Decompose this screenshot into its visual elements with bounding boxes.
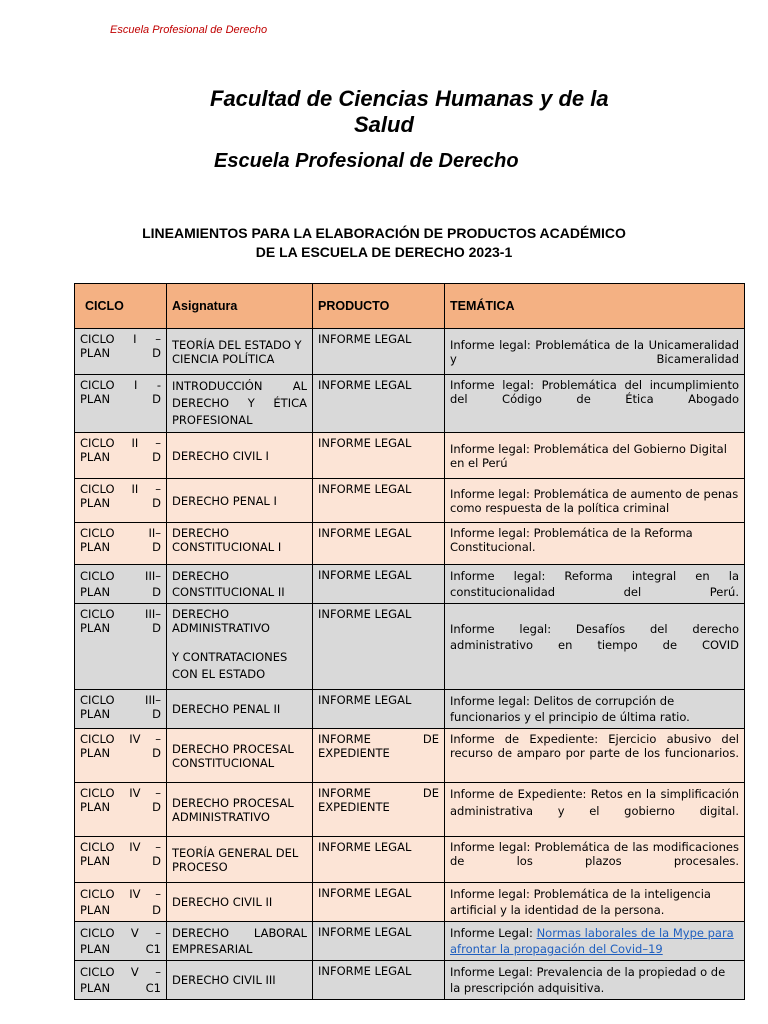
cell-ciclo: CICLO IV – PLAN D bbox=[75, 783, 167, 837]
school-title: Escuela Profesional de Derecho bbox=[214, 150, 519, 172]
cell-asignatura bbox=[167, 604, 313, 690]
table-row bbox=[75, 883, 745, 922]
cell-ciclo: CICLO III– PLAN D bbox=[75, 690, 167, 729]
document-subtitle bbox=[100, 224, 668, 262]
cell-producto: INFORME LEGAL bbox=[313, 883, 445, 922]
header-tematica: TEMÁTICA bbox=[445, 284, 745, 329]
cell-producto: INFORME LEGAL bbox=[313, 329, 445, 375]
cell-tematica bbox=[445, 922, 745, 961]
cell-tematica: Informe Legal: Prevalencia de la propiedad o de la prescripción adquisitiva. bbox=[445, 961, 745, 1000]
cell-tematica: Informe legal: Problemática del incumplimiento del Código de Ética Abogado bbox=[445, 375, 745, 433]
subtitle-line1: LINEAMIENTOS PARA LA ELABORACIÓN DE PRODUCTOS ACADÉMICO bbox=[142, 225, 626, 241]
table-row bbox=[75, 329, 745, 375]
cell-ciclo: CICLO I - PLAN D bbox=[75, 375, 167, 433]
cell-producto: INFORME LEGAL bbox=[313, 837, 445, 883]
cell-ciclo: CICLO V – PLAN C1 bbox=[75, 922, 167, 961]
table-header-row bbox=[75, 284, 745, 329]
cell-ciclo: CICLO IV – PLAN D bbox=[75, 729, 167, 783]
products-table bbox=[74, 283, 745, 1000]
cell-ciclo: CICLO III– PLAN D bbox=[75, 565, 167, 604]
cell-asignatura: DERECHO CONSTITUCIONAL I bbox=[167, 523, 313, 565]
cell-asignatura: DERECHO PENAL I bbox=[167, 479, 313, 523]
cell-producto: INFORME LEGAL bbox=[313, 523, 445, 565]
cell-producto: INFORME DE EXPEDIENTE bbox=[313, 729, 445, 783]
cell-producto: INFORME LEGAL bbox=[313, 433, 445, 479]
cell-asignatura: DERECHO CIVIL II bbox=[167, 883, 313, 922]
cell-asignatura-line2: Y CONTRATACIONES CON EL ESTADO bbox=[172, 650, 288, 681]
cell-tematica: Informe de Expediente: Retos en la simplificación administrativa y el gobierno digital. bbox=[445, 783, 745, 837]
cell-tematica: Informe legal: Problemática de las modificaciones de los plazos procesales. bbox=[445, 837, 745, 883]
cell-producto: INFORME LEGAL bbox=[313, 604, 445, 690]
cell-ciclo: CICLO II – PLAN D bbox=[75, 479, 167, 523]
cell-asignatura: TEORÍA DEL ESTADO Y CIENCIA POLÍTICA bbox=[167, 329, 313, 375]
cell-ciclo: CICLO IV – PLAN D bbox=[75, 837, 167, 883]
cell-asignatura: TEORÍA GENERAL DEL PROCESO bbox=[167, 837, 313, 883]
header-ciclo: CICLO bbox=[75, 284, 167, 329]
cell-tematica: Informe legal: Problemática de la inteligencia artificial y la identidad de la persona. bbox=[445, 883, 745, 922]
cell-producto: INFORME LEGAL bbox=[313, 922, 445, 961]
cell-asignatura: DERECHO CONSTITUCIONAL II bbox=[167, 565, 313, 604]
cell-asignatura: DERECHO CIVIL III bbox=[167, 961, 313, 1000]
table-row bbox=[75, 433, 745, 479]
cell-asignatura: DERECHO CIVIL I bbox=[167, 433, 313, 479]
table-row bbox=[75, 690, 745, 729]
header-producto: PRODUCTO bbox=[313, 284, 445, 329]
cell-tematica: Informe legal: Desafíos del derecho administrativo en tiempo de COVID bbox=[445, 604, 745, 690]
cell-producto: INFORME LEGAL bbox=[313, 479, 445, 523]
cell-asignatura: INTRODUCCIÓN AL DERECHO Y ÉTICA PROFESIONAL bbox=[167, 375, 313, 433]
cell-ciclo: CICLO IV – PLAN D bbox=[75, 883, 167, 922]
faculty-title-line2: Salud bbox=[354, 112, 414, 137]
cell-tematica: Informe legal: Problemática del Gobierno Digital en el Perú bbox=[445, 433, 745, 479]
cell-ciclo: CICLO II– PLAN D bbox=[75, 523, 167, 565]
header-asignatura: Asignatura bbox=[167, 284, 313, 329]
cell-producto: INFORME LEGAL bbox=[313, 961, 445, 1000]
table-row bbox=[75, 604, 745, 690]
cell-asignatura: DERECHO PROCESAL ADMINISTRATIVO bbox=[167, 783, 313, 837]
cell-tematica: Informe de Expediente: Ejercicio abusivo del recurso de amparo por parte de los funcionarios. bbox=[445, 729, 745, 783]
cell-tematica: Informe legal: Problemática de la Unicameralidad y Bicameralidad bbox=[445, 329, 745, 375]
header-note: Escuela Profesional de Derecho bbox=[110, 24, 268, 36]
subtitle-line2: DE LA ESCUELA DE DERECHO 2023-1 bbox=[255, 244, 513, 260]
table-row bbox=[75, 922, 745, 961]
cell-asignatura-line1: DERECHO ADMINISTRATIVO bbox=[172, 607, 270, 635]
cell-tematica: Informe legal: Problemática de la Reforma Constitucional. bbox=[445, 523, 745, 565]
table-row bbox=[75, 565, 745, 604]
cell-tematica: Informe legal: Reforma integral en la constitucionalidad del Perú. bbox=[445, 565, 745, 604]
table-row bbox=[75, 375, 745, 433]
cell-producto: INFORME LEGAL bbox=[313, 375, 445, 433]
table-row bbox=[75, 837, 745, 883]
cell-producto: INFORME LEGAL bbox=[313, 565, 445, 604]
tematica-link[interactable]: Normas laborales de la Mype para afrontar la propagación del Covid–19 bbox=[450, 926, 734, 956]
table-row bbox=[75, 523, 745, 565]
cell-ciclo: CICLO V – PLAN C1 bbox=[75, 961, 167, 1000]
cell-ciclo: CICLO I – PLAN D bbox=[75, 329, 167, 375]
table-row bbox=[75, 479, 745, 523]
cell-producto: INFORME LEGAL bbox=[313, 690, 445, 729]
faculty-title bbox=[210, 86, 680, 138]
faculty-title-line1: Facultad de Ciencias Humanas y de la bbox=[210, 86, 609, 111]
cell-ciclo: CICLO III– PLAN D bbox=[75, 604, 167, 690]
tematica-prefix: Informe Legal: bbox=[450, 926, 537, 940]
cell-asignatura: DERECHO PROCESAL CONSTITUCIONAL bbox=[167, 729, 313, 783]
cell-tematica: Informe legal: Problemática de aumento de penas como respuesta de la política criminal bbox=[445, 479, 745, 523]
cell-producto: INFORME DE EXPEDIENTE bbox=[313, 783, 445, 837]
cell-tematica: Informe legal: Delitos de corrupción de funcionarios y el principio de última ratio. bbox=[445, 690, 745, 729]
table-row bbox=[75, 729, 745, 783]
cell-ciclo: CICLO II – PLAN D bbox=[75, 433, 167, 479]
table-row bbox=[75, 961, 745, 1000]
table-row bbox=[75, 783, 745, 837]
cell-asignatura: DERECHO PENAL II bbox=[167, 690, 313, 729]
cell-asignatura: DERECHO LABORAL EMPRESARIAL bbox=[167, 922, 313, 961]
